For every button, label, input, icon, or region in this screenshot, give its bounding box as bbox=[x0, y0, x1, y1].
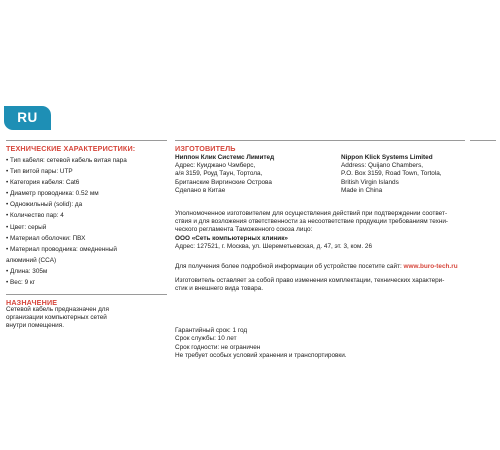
divider-left bbox=[6, 140, 167, 141]
authorized-line: ческого регламента Таможенного союза лицо: bbox=[175, 226, 313, 234]
purpose-line: Сетевой кабель предназначен для bbox=[6, 306, 109, 313]
spec-item: • Цвет: серый bbox=[6, 223, 47, 231]
warranty-line: Срок годности: не ограничен bbox=[175, 343, 261, 351]
spec-item: • Длина: 305м bbox=[6, 267, 48, 275]
manufacturer-en-line: Made in China bbox=[341, 186, 383, 194]
authorized-line: ствия и для возложения ответственности за несоответствие продукции требованиям техни- bbox=[175, 218, 449, 226]
spec-item: • Вес: 9 кг bbox=[6, 279, 36, 287]
manufacturer-ru-line: а/я 3159, Роуд Таун, Тортола, bbox=[175, 170, 263, 178]
spec-item: • Тип кабеля: сетевой кабель витая пара bbox=[6, 157, 127, 164]
authorized-line: Уполномоченное изготовителем для осуществления действий при подтверждении соответ- bbox=[175, 210, 448, 217]
purpose-line: организации компьютерных сетей bbox=[6, 314, 107, 322]
authorized-address: Адрес: 127521, г. Москва, ул. Шереметьевская, д. 47, эт. 3, ком. 26 bbox=[175, 242, 373, 250]
manufacturer-en-line: British Virgin Islands bbox=[341, 178, 399, 186]
spec-item: • Материал оболочки: ПВХ bbox=[6, 234, 86, 242]
purpose-text bbox=[6, 306, 166, 331]
warranty-line: Срок службы: 10 лет bbox=[175, 335, 237, 343]
manufacturer-ru-name: Ниппон Клик Системс Лимитед bbox=[175, 154, 275, 161]
manufacturer-ru-line: Британские Виргинские Острова bbox=[175, 178, 272, 186]
manufacturer-title: ИЗГОТОВИТЕЛЬ bbox=[175, 144, 236, 153]
warranty-line: Гарантийный срок: 1 год bbox=[175, 327, 248, 334]
rights-line: стик и внешнего вида товара. bbox=[175, 285, 264, 293]
spec-item: • Одножильный (solid): да bbox=[6, 201, 83, 209]
specs-list bbox=[6, 155, 171, 288]
spec-item: • Материал проводника: омедненный bbox=[6, 245, 117, 253]
specs-title: ТЕХНИЧЕСКИЕ ХАРАКТЕРИСТИКИ: bbox=[6, 144, 136, 153]
rights-line: Изготовитель оставляет за собой право изменения комплектации, технических характери- bbox=[175, 277, 445, 284]
spec-item: алюминий (CCA) bbox=[6, 256, 57, 264]
rights-block bbox=[175, 277, 495, 293]
spec-item: • Диаметр проводника: 0.52 мм bbox=[6, 190, 99, 198]
spec-item: • Количество пар: 4 bbox=[6, 212, 64, 220]
purpose-line: внутри помещения. bbox=[6, 322, 64, 330]
warranty-block bbox=[175, 327, 347, 360]
info-text: Для получения более подробной информации об устройстве посетите сайт: bbox=[175, 263, 404, 270]
manufacturer-en-name: Nippon Klick Systems Limited bbox=[341, 154, 433, 161]
divider-right bbox=[470, 140, 496, 141]
divider-middle bbox=[175, 140, 465, 141]
manufacturer-en-line: Address: Quijano Chambers, bbox=[341, 162, 424, 170]
language-badge: RU bbox=[4, 106, 51, 130]
spec-item: • Тип витой пары: UTP bbox=[6, 168, 73, 176]
manufacturer-en-line: P.O. Box 3159, Road Town, Tortola, bbox=[341, 170, 442, 178]
warranty-line: Не требует особых условий хранения и транспортировки. bbox=[175, 351, 347, 359]
manufacturer-en bbox=[341, 154, 442, 195]
purpose-title: НАЗНАЧЕНИЕ bbox=[6, 298, 58, 307]
website-link[interactable]: www.buro-tech.ru bbox=[403, 263, 458, 270]
manufacturer-ru-line: Сделано в Китае bbox=[175, 186, 226, 194]
authorized-company: ООО «Сеть компьютерных клиник» bbox=[175, 234, 288, 242]
spec-item: • Категория кабеля: Cat6 bbox=[6, 179, 80, 187]
authorized-block bbox=[175, 210, 495, 251]
info-line bbox=[175, 263, 495, 271]
manufacturer-ru-line: Адрес: Куиджано Чэмберс, bbox=[175, 162, 256, 170]
divider-purpose bbox=[6, 294, 167, 295]
manufacturer-ru bbox=[175, 154, 274, 195]
